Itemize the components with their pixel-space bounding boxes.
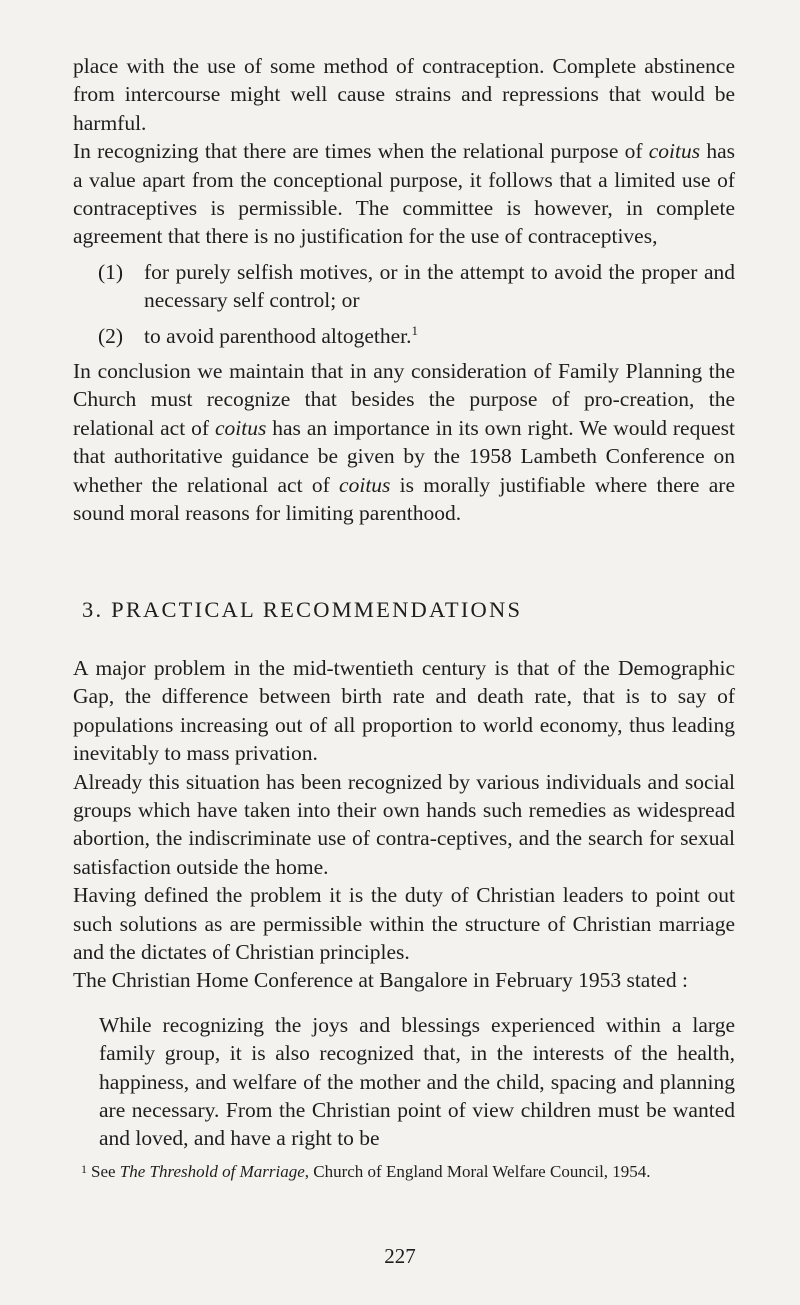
footnote-reference: 1 — [411, 322, 418, 338]
page-number: 227 — [384, 1244, 416, 1268]
conclusion-paragraph — [73, 357, 735, 527]
conclusion-text-3: is morally justifiable where there are sound moral reasons for limiting parenthood. — [73, 472, 735, 526]
relational-text-2: has a value apart from the conceptional purpose, it follows that a limited use of contraceptives is permissible. The committee is however, in complete agreement that there is no justification for the use of contraceptives, — [73, 139, 735, 249]
christian-leaders-paragraph: Having defined the problem it is the duty of Christian leaders to point out such solutions as are permissible within the structure of Christian marriage and the dictates of Christian principles. — [73, 883, 735, 964]
list-item-text: for purely selfish motives, or in the attempt to avoid the proper and necessary self control; or — [144, 259, 735, 313]
conclusion-text-1: In conclusion we maintain that in any consideration of Family Planning the Church must recognize that besides the purpose of pro-creation, the relational act of — [73, 359, 735, 440]
list-item — [98, 322, 735, 350]
block-quote: While recognizing the joys and blessings experienced within a large family group, it is also recognized that, in the interests of the health, happiness, and welfare of the mother and the child, spacing and planning are necessary. From the Christian point of view children must be wanted and loved, and have a right to be — [99, 1012, 735, 1151]
list-item-number: (2) — [98, 323, 124, 348]
list-item-number: (1) — [98, 259, 124, 284]
conclusion-italic-term-1: coitus — [214, 415, 267, 440]
demographic-gap-paragraph: A major problem in the mid-twentieth century is that of the Demographic Gap, the difference between birth rate and death rate, that is to say of populations increasing out of all proportion to world economy, thus leading inevitably to mass privation. — [73, 655, 735, 766]
bangalore-conference-paragraph: The Christian Home Conference at Bangalore in February 1953 stated : — [73, 968, 688, 993]
footnote-suffix: , Church of England Moral Welfare Council, 1954. — [304, 1161, 651, 1181]
recognized-situation-paragraph: Already this situation has been recognized by various individuals and social groups which have taken into their own hands such remedies as widespread abortion, the indiscriminate use of contra-ceptives, and the search for sexual satisfaction outside the home. — [73, 769, 735, 879]
list-item — [98, 258, 735, 315]
relational-text-1: In recognizing that there are times when the relational purpose of — [73, 139, 649, 164]
footnote-mark: 1 — [81, 1161, 87, 1176]
section-heading: 3. PRACTICAL RECOMMENDATIONS — [82, 596, 523, 622]
footnote — [73, 1159, 735, 1182]
conclusion-italic-term-2: coitus — [339, 472, 391, 497]
list-item-text-body: to avoid parenthood altogether. — [144, 323, 412, 348]
list-item-text — [144, 322, 735, 350]
page-body — [73, 52, 735, 1182]
conclusion-text-2: has an importance in its own right. We would request that authoritative guidance be given by the 1958 Lambeth Conference on whether the relational act of — [73, 415, 735, 497]
justification-list — [73, 258, 735, 350]
relational-italic-term: coitus — [648, 139, 701, 164]
footnote-book-title: The Threshold of Marriage — [119, 1161, 305, 1181]
footnote-prefix: See — [91, 1161, 120, 1181]
relational-purpose-paragraph — [73, 137, 735, 251]
opening-paragraph: place with the use of some method of contraception. Complete abstinence from intercourse might well cause strains and repressions that would be harmful. — [73, 54, 735, 135]
